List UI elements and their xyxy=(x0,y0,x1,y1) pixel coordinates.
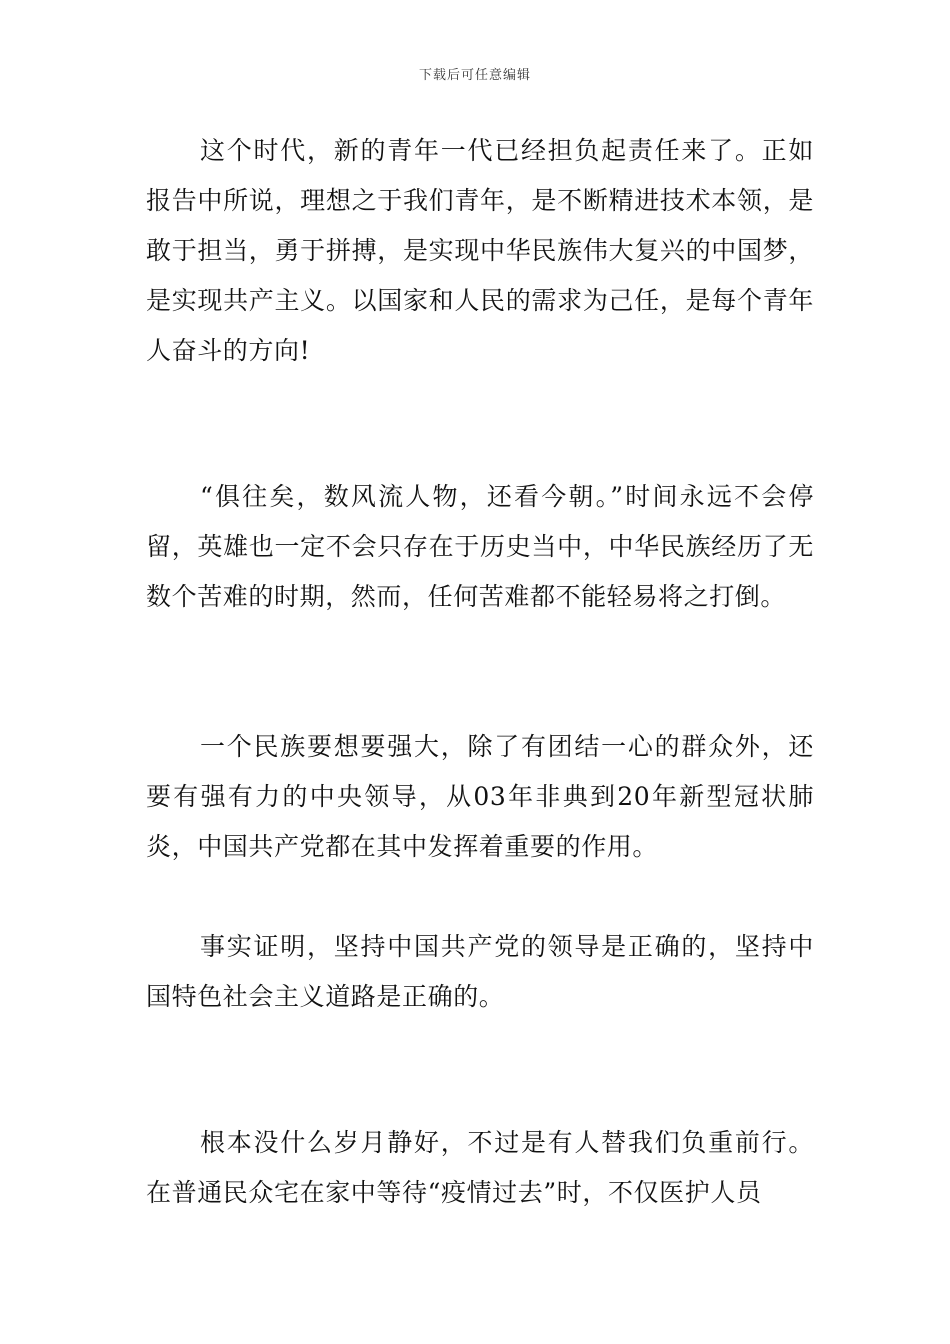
paragraph-1: 这个时代，新的青年一代已经担负起责任来了。正如报告中所说，理想之于我们青年，是不断精进技术本领，是敢于担当，勇于拼搏，是实现中华民族伟大复兴的中国梦，是实现共产主义。以国家和人民的需求为己任，是每个青年人奋斗的方向! xyxy=(146,136,814,365)
paragraph-5: 根本没什么岁月静好，不过是有人替我们负重前行。在普通民众宅在家中等待“疫情过去”时，不仅医护人员 xyxy=(146,1128,814,1207)
paragraph-4: 事实证明，坚持中国共产党的领导是正确的，坚持中国特色社会主义道路是正确的。 xyxy=(146,932,814,1011)
paragraph-2: “俱往矣，数风流人物，还看今朝。”时间永远不会停留，英雄也一定不会只存在于历史当中，中华民族经历了无数个苦难的时期，然而，任何苦难都不能轻易将之打倒。 xyxy=(146,482,814,611)
header-note: 下载后可任意编辑 xyxy=(418,68,531,83)
paragraph-3: 一个民族要想要强大，除了有团结一心的群众外，还要有强有力的中央领导，从03年非典到20年新型冠状肺炎，中国共产党都在其中发挥着重要的作用。 xyxy=(146,732,814,861)
